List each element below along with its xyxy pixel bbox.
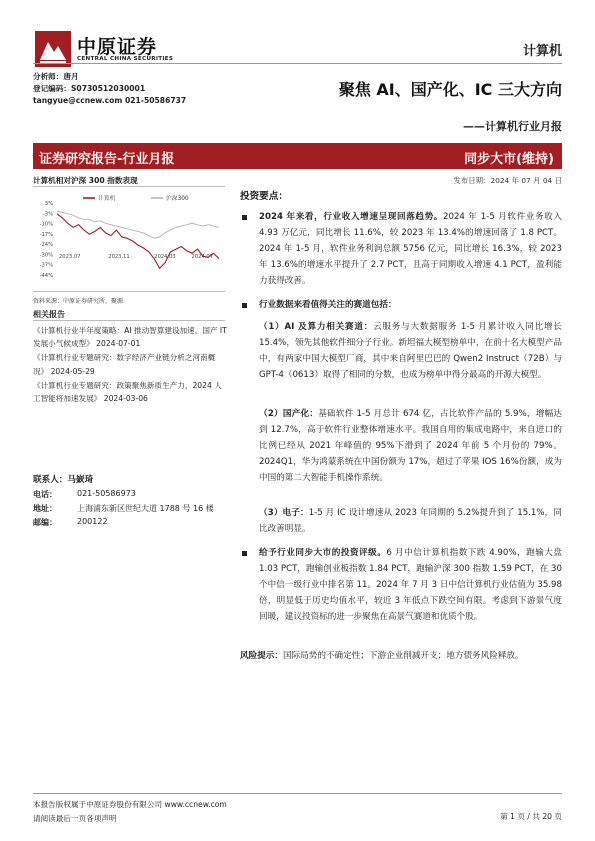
paragraph-revenue-trend: [240, 209, 562, 289]
contact-value: 021-50586973: [77, 489, 136, 498]
track-electronics: [259, 505, 562, 537]
footer-copyright: 本报告版权属于中原证券股份有限公司 www.ccnew.com: [33, 800, 227, 809]
report-subtitle: ——计算机行业月报: [463, 120, 562, 133]
legend-label: 沪深300: [166, 196, 189, 202]
y-tick-label: -3%: [42, 211, 53, 218]
chart-title: 计算机相对沪深 300 指数表现: [33, 176, 138, 185]
lead-text: 给予行业同步大市的投资评级。: [259, 548, 387, 558]
page-number: 第 1 页 / 共 20 页: [500, 812, 562, 821]
x-tick-label: 2023.11: [108, 254, 130, 260]
chart-svg: [33, 187, 225, 279]
industry-tag: 计算机: [522, 44, 562, 59]
track-localization: [259, 406, 562, 486]
x-tick-label: 2024.03: [154, 254, 176, 260]
footer-disclaimer: 请阅读最后一页各项声明: [33, 814, 117, 823]
bullet-icon: [242, 215, 247, 220]
contact-person: 联系人：马嶔琦: [33, 475, 94, 485]
contact-value: 上海浦东新区世纪大道 1788 号 16 楼: [77, 504, 214, 513]
lead-text: （1）AI 及算力相关赛道：: [259, 322, 374, 332]
related-divider: [33, 320, 225, 321]
contact-label: 邮编：: [33, 518, 57, 527]
y-tick-label: -24%: [39, 242, 53, 249]
analyst-name: 分析师：唐月: [33, 72, 79, 81]
report-type: 证券研究报告-行业月报: [39, 152, 175, 167]
lead-text: 风险提示：: [240, 651, 283, 661]
y-tick-label: -44%: [39, 273, 53, 279]
y-tick-label: -37%: [39, 262, 53, 269]
company-logo: [34, 30, 194, 70]
body-text: 基础软件 1-5 月总计 674 亿，占比软件产品的 5.9%，增幅达到 12.7%，高于软件行业整体增速水平。我国自用的集成电路中，来自进口的比例已经从 2021 年峰值的 95%下滑到了 2024 年前 5 个月份的 79%。2024Q1，华为鸿蒙系统在中国份额为 17%，超过了苹果 IOS 16%份额，成为中国的第二大智能手机操作系统。: [259, 409, 562, 484]
chart-source: 资料来源：中原证券研究所，聚源: [33, 298, 124, 305]
publish-date: 发布日期：2024 年 07 月 04 日: [453, 176, 562, 185]
contact-address: [33, 503, 229, 517]
bullet-icon: [242, 551, 247, 556]
y-tick-label: -10%: [39, 221, 53, 228]
lead-text: 行业数据来看值得关注的赛道包括：: [259, 300, 397, 310]
lead-text: （2）国产化：: [259, 409, 319, 419]
y-tick-label: -17%: [39, 231, 53, 238]
chart-bottom-rule: [33, 291, 225, 292]
x-tick-label: 2024.07: [191, 254, 213, 260]
y-tick-label: 3%: [44, 201, 53, 207]
x-tick-label: 2023.07: [59, 254, 81, 260]
contact-value: 200122: [77, 517, 108, 526]
rating: 同步大市(维持): [464, 152, 554, 167]
related-reports-list: [33, 324, 229, 406]
contact-postcode: [33, 517, 229, 531]
series-line-computer: [57, 214, 219, 268]
related-reports-title: 相关报告: [33, 310, 65, 319]
body-text: 云服务与大数据服务 1-5 月累计收入同比增长 15.4%，领先其他软件细分子行业。新坦福大模型榜单中，在前十名大模型产品中，有两家中国大模型厂商，其中来自阿里巴巴的 Qwen2 Instruct（72B）与 GPT-4（0613）取得了相同的分数，也成为榜单中得分最高的开源大模型。: [259, 322, 562, 381]
contact-phone: [33, 489, 229, 503]
lead-text: （3）电子：: [259, 508, 309, 518]
contact-label: 电话：: [33, 490, 57, 499]
header-divider: [33, 63, 562, 64]
track-ai-compute: [259, 319, 562, 383]
analyst-info: [33, 71, 186, 107]
contact-label: 地址：: [33, 504, 57, 513]
series-line-csi300: [57, 211, 219, 238]
body-text: 6 月中信计算机指数下跌 4.90%，跑输大盘 1.03 PCT，跑输创业板指数 1.84 PCT，跑输沪深 300 指数 1.59 PCT，在 30 个中信一级行业中排名第 11。2024 年 7 月 3 日中信计算机行业估值为 35.98 倍，明显低于历史均值水平，较近 3 年低点下跌空间有限。考虑到下游景气度回暖，建议投资标的进一步聚焦在高景气赛道和优质个股。: [259, 548, 562, 623]
contact-block: [33, 473, 229, 531]
body-text: 国际局势的不确定性；下游企业削减开支；地方债务风险释放。: [282, 651, 524, 661]
logo-en-text: CENTRAL CHINA SECURITIES: [77, 56, 174, 62]
footer-divider: [33, 793, 562, 794]
paragraph-tracks: [240, 297, 562, 313]
report-title: 聚焦 AI、国产化、IC 三大方向: [338, 80, 562, 99]
risk-warning: [240, 648, 562, 664]
related-report-item[interactable]: 《计算机行业半年度策略：AI 推动智算建设加速，国产 IT 发展小气候成型》 2024-07-01: [33, 326, 227, 349]
analyst-reg: 登记编码：S0730512030001: [33, 84, 146, 93]
lead-text: 2024 年来看，行业收入增速呈现回落趋势。: [259, 212, 444, 222]
relative-performance-chart: [33, 186, 225, 278]
report-banner: [33, 143, 562, 169]
paragraph-rating: [240, 545, 562, 625]
legend-label: 计算机: [98, 196, 116, 202]
related-report-item[interactable]: 《计算机行业专题研究：数字经济产业链分析之河南概况》 2024-05-29: [33, 353, 216, 376]
body-text: 2024 年 1-5 月软件业务收入 4.93 万亿元，同比增长 11.6%，较 2023 年 13.4%的增速回落了 1.8 PCT。2024 年 1-5 月，软件业务利润总额 5756 亿元，同比增长 16.3%，较 2023 年 13.6%的增速水平提升了 2.7 PCT，且高于同期收入增速 4.1 PCT，盈利能力获得改善。: [259, 212, 562, 287]
analyst-contact: tangyue@ccnew.com 021-50586737: [33, 96, 187, 105]
body-text: 1-5 月 IC 设计增速从 2023 年同期的 5.2%提升到了 15.1%，同比改善明显。: [259, 508, 562, 535]
investment-highlights-heading: 投资要点：: [240, 191, 288, 202]
bullet-icon: [242, 303, 247, 308]
y-tick-label: -30%: [39, 252, 53, 259]
logo-cn-text: 中原证券: [77, 36, 158, 58]
related-report-item[interactable]: 《计算机行业专题研究：政策聚焦新质生产力，2024 人工智能将加速发展》 2024-03-06: [33, 380, 222, 404]
